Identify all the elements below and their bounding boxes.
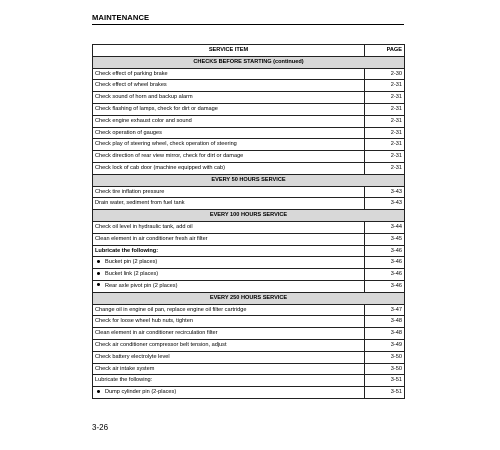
service-item-cell [93,316,365,328]
page-ref-cell: 2-31 [365,80,405,92]
bullet-icon [97,260,100,263]
page-ref-cell: 3-49 [365,339,405,351]
table-row [93,339,405,351]
column-header-service-item: SERVICE ITEM [93,45,365,57]
bullet-icon [97,272,100,275]
table-row [93,186,405,198]
header-rule [92,24,404,25]
page-ref-cell: 3-51 [365,375,405,387]
page-number: 3-26 [92,423,109,432]
page-ref-cell: 2-31 [365,92,405,104]
table-row [93,115,405,127]
page-ref-cell: 3-45 [365,233,405,245]
table-body [93,56,405,398]
service-item-text: Check air intake system [95,365,155,372]
service-item-cell [93,351,365,363]
service-item-text: Check play of steering wheel, check operation of steering [95,141,237,148]
page-ref-cell: 2-31 [365,103,405,115]
page-ref-cell: 2-31 [365,162,405,174]
page-ref-cell: 3-46 [365,257,405,269]
service-item-cell [93,257,365,269]
service-item-text: Check for loose wheel hub nuts, tighten [95,318,193,325]
page-ref-cell: 3-50 [365,363,405,375]
table-row [93,316,405,328]
service-item-cell [93,328,365,340]
service-item-cell [93,92,365,104]
table-header-row [93,45,405,57]
table-row [93,68,405,80]
service-item-cell [93,339,365,351]
page-ref-cell: 3-48 [365,316,405,328]
page-ref-cell: 3-43 [365,198,405,210]
section-row [93,56,405,68]
page-ref-cell: 3-46 [365,280,405,292]
service-item-cell [93,233,365,245]
service-item-text: Change oil in engine oil pan, replace engine oil filter cartridge [95,306,247,313]
page-ref-cell: 2-31 [365,127,405,139]
table-row [93,103,405,115]
service-item-text: Check battery electrolyte level [95,353,170,360]
table-row [93,304,405,316]
section-title: CHECKS BEFORE STARTING (continued) [93,56,405,68]
service-item-cell [93,221,365,233]
service-item-cell [93,127,365,139]
service-item-text: Lubricate the following: [95,377,153,384]
table-row [93,257,405,269]
service-item-cell [93,387,365,399]
service-item-cell [93,151,365,163]
section-row [93,292,405,304]
section-header: MAINTENANCE [92,13,150,22]
bullet-icon [97,390,100,393]
service-item-text: Check effect of parking brake [95,70,168,77]
service-item-cell [93,198,365,210]
service-item-cell [93,186,365,198]
section-title: EVERY 250 HOURS SERVICE [93,292,405,304]
service-item-cell [93,280,365,292]
service-item-text: Clean element in air conditioner recirculation filter [95,330,218,337]
service-item-text: Check lock of cab door (machine equipped with cab) [95,164,225,171]
service-item-text: Check tire inflation pressure [95,188,165,195]
service-item-cell [93,68,365,80]
service-item-text: Bucket pin (2 places) [105,259,158,266]
section-row [93,174,405,186]
service-item-text: Check sound of horn and backup alarm [95,94,193,101]
service-table [92,44,405,399]
page-ref-cell: 3-50 [365,351,405,363]
service-item-cell [93,304,365,316]
service-item-text: Check oil level in hydraulic tank, add oil [95,223,193,230]
service-item-text: Clean element in air conditioner fresh air filter [95,235,208,242]
service-item-text: Check direction of rear view mirror, check for dirt or damage [95,153,244,160]
table-row [93,280,405,292]
service-item-text: Check flashing of lamps, check for dirt or damage [95,105,218,112]
service-item-cell [93,162,365,174]
table-row [93,328,405,340]
table-row [93,363,405,375]
table-row [93,269,405,281]
table-row [93,139,405,151]
bullet-icon [97,283,100,286]
table-row [93,351,405,363]
table-row [93,151,405,163]
service-item-text: Drain water, sediment from fuel tank [95,200,185,207]
section-title: EVERY 100 HOURS SERVICE [93,210,405,222]
table-row [93,245,405,257]
section-row [93,210,405,222]
section-title: EVERY 50 HOURS SERVICE [93,174,405,186]
table-row [93,162,405,174]
service-item-text: Check effect of wheel brakes [95,82,167,89]
page-ref-cell: 2-30 [365,68,405,80]
page-ref-cell: 3-51 [365,387,405,399]
page-ref-cell: 3-46 [365,269,405,281]
column-header-page: PAGE [365,45,405,57]
page-ref-cell: 3-48 [365,328,405,340]
service-item-text: Dump cylinder pin (2-places) [105,389,177,396]
service-item-text: Check air conditioner compressor belt tension, adjust [95,341,227,348]
service-item-cell [93,375,365,387]
page-ref-cell: 3-46 [365,245,405,257]
table-row [93,387,405,399]
table-row [93,233,405,245]
service-item-text: Check engine exhaust color and sound [95,117,192,124]
page-ref-cell: 2-31 [365,139,405,151]
page-ref-cell: 3-44 [365,221,405,233]
service-item-text: Bucket link (2 places) [105,271,159,278]
service-item-cell [93,245,365,257]
page-ref-cell: 2-31 [365,115,405,127]
service-item-cell [93,269,365,281]
table-row [93,375,405,387]
page-ref-cell: 3-47 [365,304,405,316]
service-item-cell [93,363,365,375]
service-item-cell [93,80,365,92]
service-item-text: Rear axle pivot pin (2 places) [105,282,178,289]
table-row [93,92,405,104]
table-row [93,80,405,92]
page-ref-cell: 2-31 [365,151,405,163]
service-item-cell [93,115,365,127]
table-row [93,198,405,210]
service-item-cell [93,139,365,151]
table-row [93,127,405,139]
table-row [93,221,405,233]
service-item-text: Lubricate the following: [95,247,159,254]
service-item-cell [93,103,365,115]
page-ref-cell: 3-43 [365,186,405,198]
service-item-text: Check operation of gauges [95,129,162,136]
